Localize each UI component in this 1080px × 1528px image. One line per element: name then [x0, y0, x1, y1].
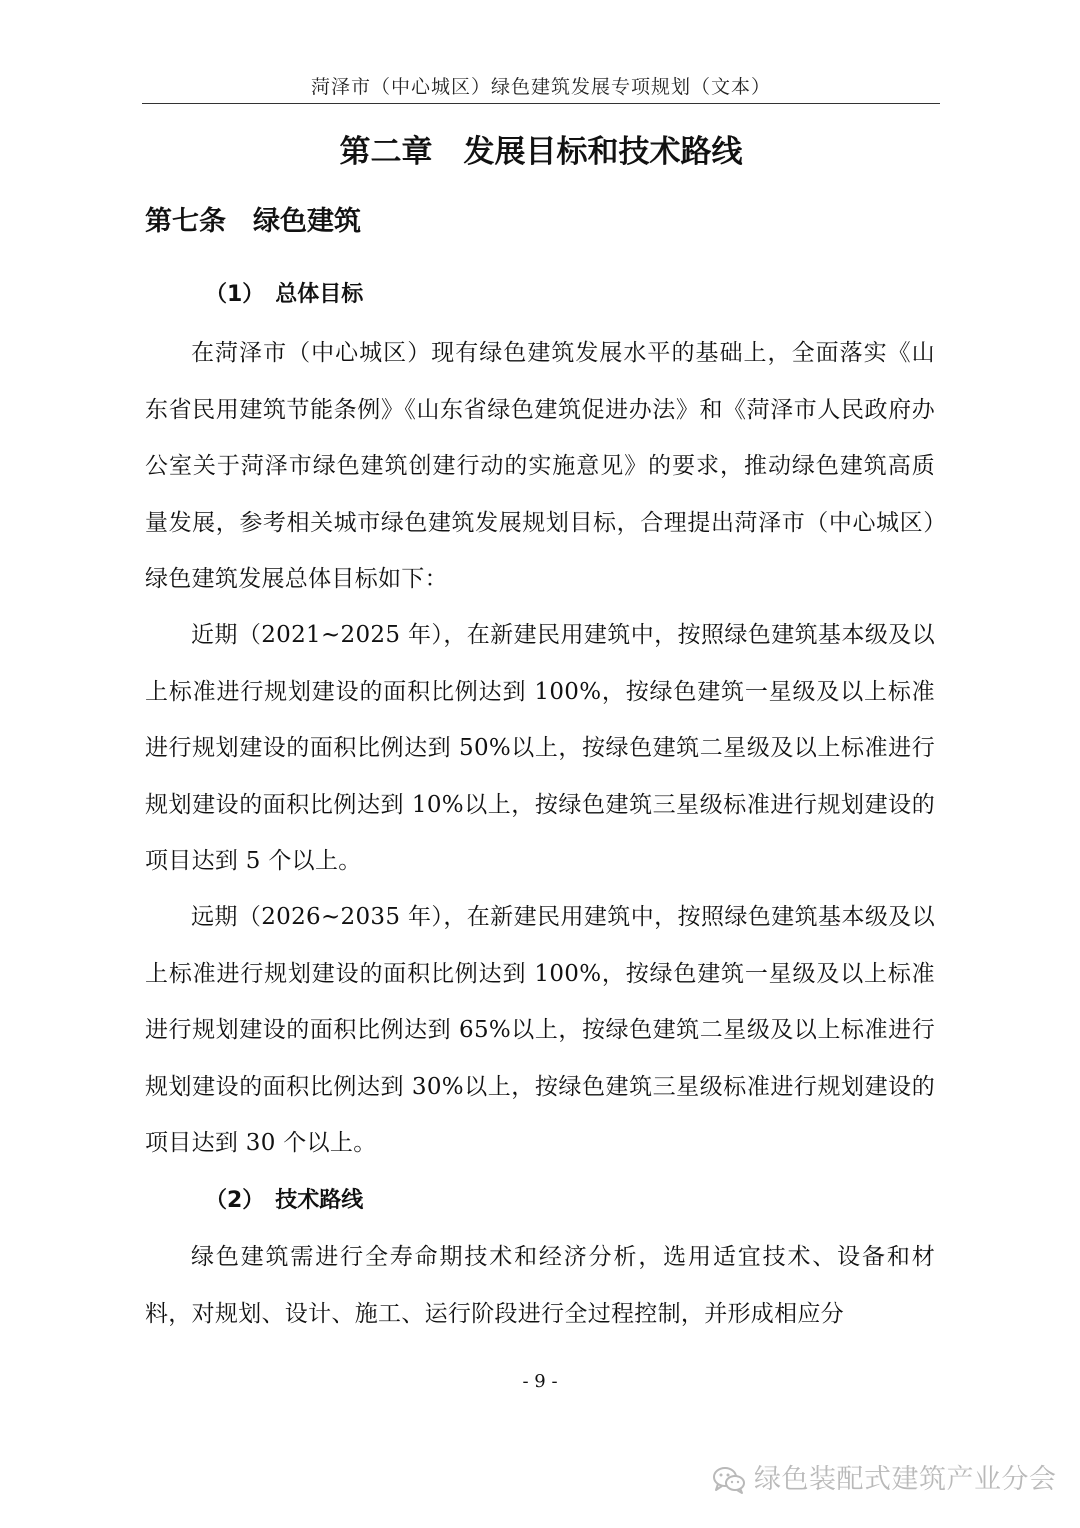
paragraph-near-term-goal: 近期（2021~2025 年），在新建民用建筑中，按照绿色建筑基本级及以上标准进行规划建设的面积比例达到 100%，按绿色建筑一星级及以上标准进行规划建设的面积比例达到 50%以上，按绿色建筑二星级及以上标准进行规划建设的面积比例达到 10%以上，按绿色建筑三星级标准进行规划建设的项目达到 5 个以上。: [145, 622, 935, 874]
article-title: 第七条 绿色建筑: [145, 206, 361, 237]
page-number: - 9 -: [522, 1371, 558, 1392]
header-divider: [142, 103, 940, 104]
section-heading-technical-route: （2） 技术路线: [205, 1188, 364, 1213]
section-heading-overall-goal: （1） 总体目标: [205, 282, 364, 307]
watermark: [712, 1460, 1057, 1500]
paragraph-technical-route: 绿色建筑需进行全寿命期技术和经济分析，选用适宜技术、设备和材料，对规划、设计、施工、运行阶段进行全过程控制，并形成相应分: [145, 1244, 935, 1327]
running-header: 菏泽市（中心城区）绿色建筑发展专项规划（文本）: [310, 76, 771, 98]
watermark-text: 绿色装配式建筑产业分会: [754, 1464, 1057, 1495]
paragraph-background: 在菏泽市（中心城区）现有绿色建筑发展水平的基础上，全面落实《山东省民用建筑节能条例》《山东省绿色建筑促进办法》和《菏泽市人民政府办公室关于菏泽市绿色建筑创建行动的实施意见》的要求，推动绿色建筑高质量发展，参考相关城市绿色建筑发展规划目标，合理提出菏泽市（中心城区）绿色建筑发展总体目标如下：: [145, 340, 935, 592]
paragraph-long-term-goal: 远期（2026~2035 年），在新建民用建筑中，按照绿色建筑基本级及以上标准进行规划建设的面积比例达到 100%，按绿色建筑一星级及以上标准进行规划建设的面积比例达到 65%以上，按绿色建筑二星级及以上标准进行规划建设的面积比例达到 30%以上，按绿色建筑三星级标准进行规划建设的项目达到 30 个以上。: [145, 904, 935, 1156]
wechat-icon: [712, 1465, 746, 1495]
chapter-title: 第二章 发展目标和技术路线: [339, 134, 743, 170]
